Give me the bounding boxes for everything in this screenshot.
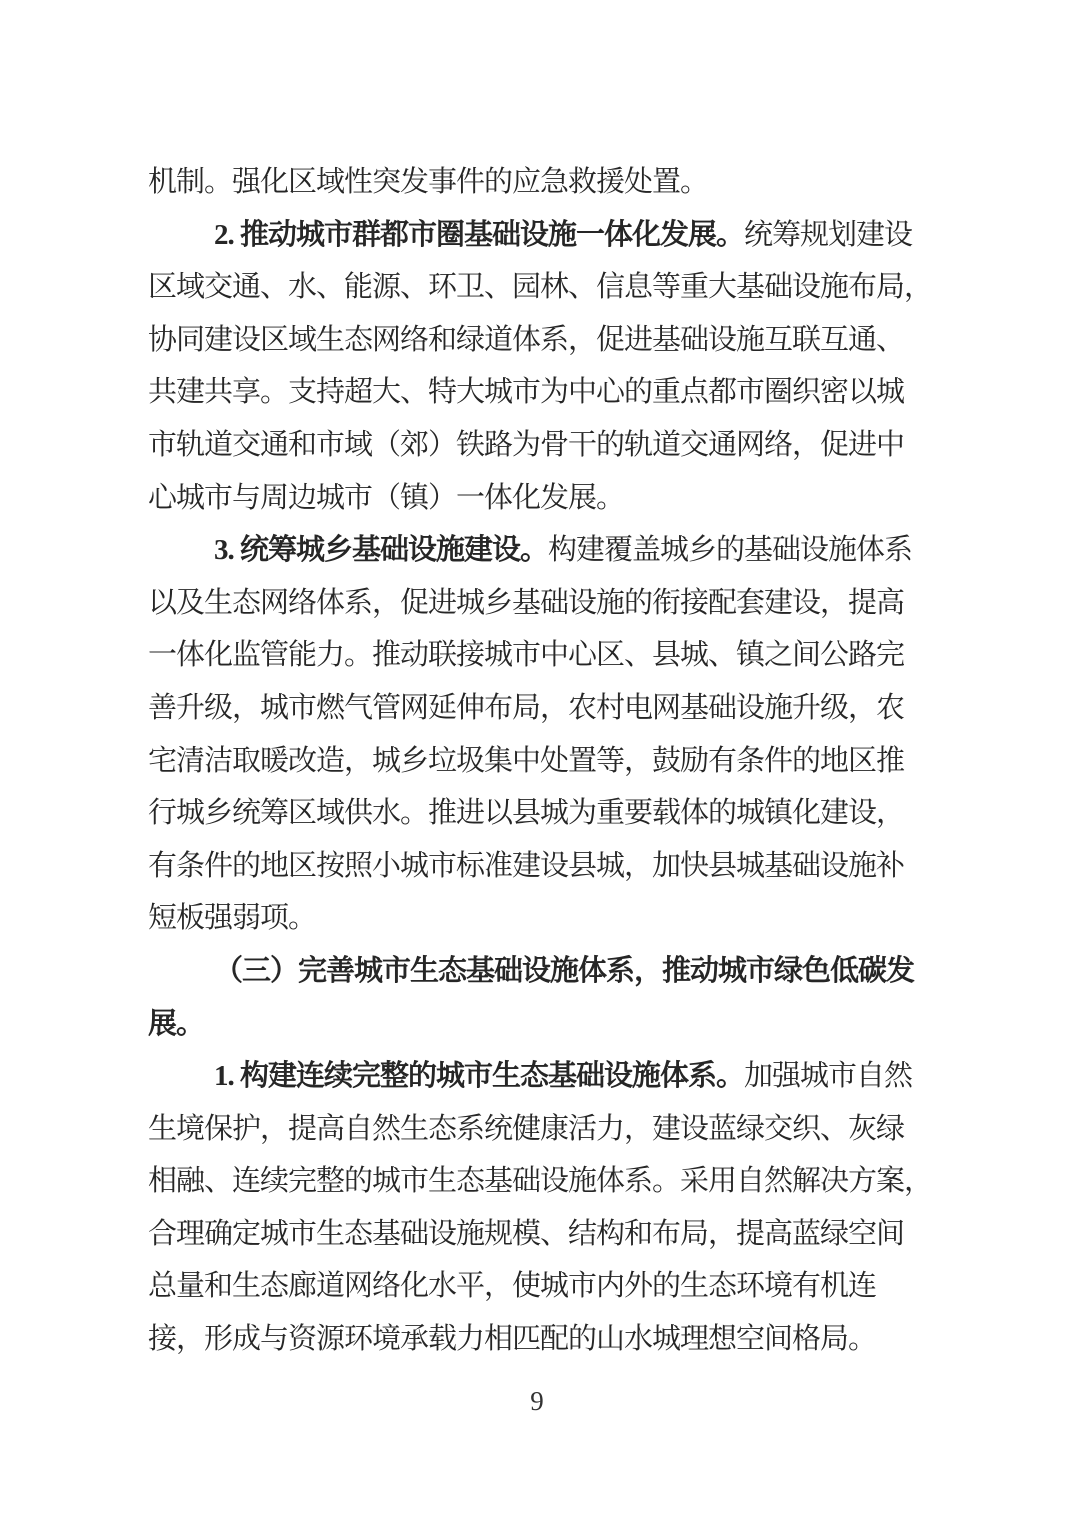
text-line [148, 1313, 960, 1366]
text-line [148, 998, 960, 1051]
text-line [148, 156, 960, 209]
text-line [148, 366, 960, 419]
text-segment: 合理确定城市生态基础设施规模、结构和布局，提高蓝绿空间 [148, 1217, 905, 1250]
text-segment: 相融、连续完整的城市生态基础设施体系。采用自然解决方案， [148, 1165, 933, 1198]
text-line [148, 629, 960, 682]
text-line [148, 735, 960, 788]
text-segment: （三）完善城市生态基础设施体系，推动城市绿色低碳发 [214, 954, 915, 987]
text-segment: 有条件的地区按照小城市标准建设县城，加快县城基础设施补 [148, 849, 905, 882]
text-line [148, 524, 960, 577]
text-segment: 宅清洁取暖改造，城乡垃圾集中处置等，鼓励有条件的地区推 [148, 744, 905, 777]
text-segment: 区域交通、水、能源、环卫、园林、信息等重大基础设施布局， [148, 271, 933, 304]
text-line [148, 209, 960, 262]
text-segment: 以及生态网络体系，促进城乡基础设施的衔接配套建设，提高 [148, 586, 905, 619]
text-line [148, 945, 960, 998]
text-line [148, 314, 960, 367]
text-line [148, 419, 960, 472]
text-line [148, 472, 960, 525]
text-segment: 2. 推动城市群都市圈基础设施一体化发展。 [214, 218, 745, 251]
text-segment: 生境保护，提高自然生态系统健康活力，建设蓝绿交织、灰绿 [148, 1112, 905, 1145]
text-line [148, 1260, 960, 1313]
text-line [148, 1103, 960, 1156]
text-segment: 统筹规划建设 [744, 218, 913, 251]
text-line [148, 892, 960, 945]
text-segment: 总量和生态廊道网络化水平，使城市内外的生态环境有机连 [148, 1270, 877, 1303]
text-line [148, 261, 960, 314]
text-segment: 3. 统筹城乡基础设施建设。 [214, 534, 549, 567]
text-segment: 善升级，城市燃气管网延伸布局，农村电网基础设施升级，农 [148, 691, 905, 724]
text-line [148, 1050, 960, 1103]
text-segment: 加强城市自然 [744, 1060, 913, 1093]
text-line [148, 1208, 960, 1261]
text-segment: 市轨道交通和市域（郊）铁路为骨干的轨道交通网络，促进中 [148, 428, 905, 461]
text-segment: 1. 构建连续完整的城市生态基础设施体系。 [214, 1060, 745, 1093]
text-line [148, 840, 960, 893]
text-segment: 协同建设区域生态网络和绿道体系，促进基础设施互联互通、 [148, 323, 905, 356]
document-body [148, 156, 960, 1366]
text-segment: 展。 [148, 1007, 205, 1040]
text-line [148, 682, 960, 735]
text-segment: 心城市与周边城市（镇）一体化发展。 [148, 481, 625, 514]
text-segment: 行城乡统筹区域供水。推进以县城为重要载体的城镇化建设， [148, 797, 905, 830]
text-line [148, 787, 960, 840]
text-segment: 机制。强化区域性突发事件的应急救援处置。 [148, 166, 709, 198]
text-segment: 接，形成与资源环境承载力相匹配的山水城理想空间格局。 [148, 1323, 877, 1356]
text-line [148, 577, 960, 630]
text-segment: 共建共享。支持超大、特大城市为中心的重点都市圈织密以城 [148, 376, 905, 409]
text-segment: 一体化监管能力。推动联接城市中心区、县城、镇之间公路完 [148, 639, 905, 672]
text-line [148, 1155, 960, 1208]
text-segment: 短板强弱项。 [148, 902, 317, 935]
page-number: 9 [530, 1386, 544, 1416]
text-segment: 构建覆盖城乡的基础设施体系 [548, 534, 913, 567]
